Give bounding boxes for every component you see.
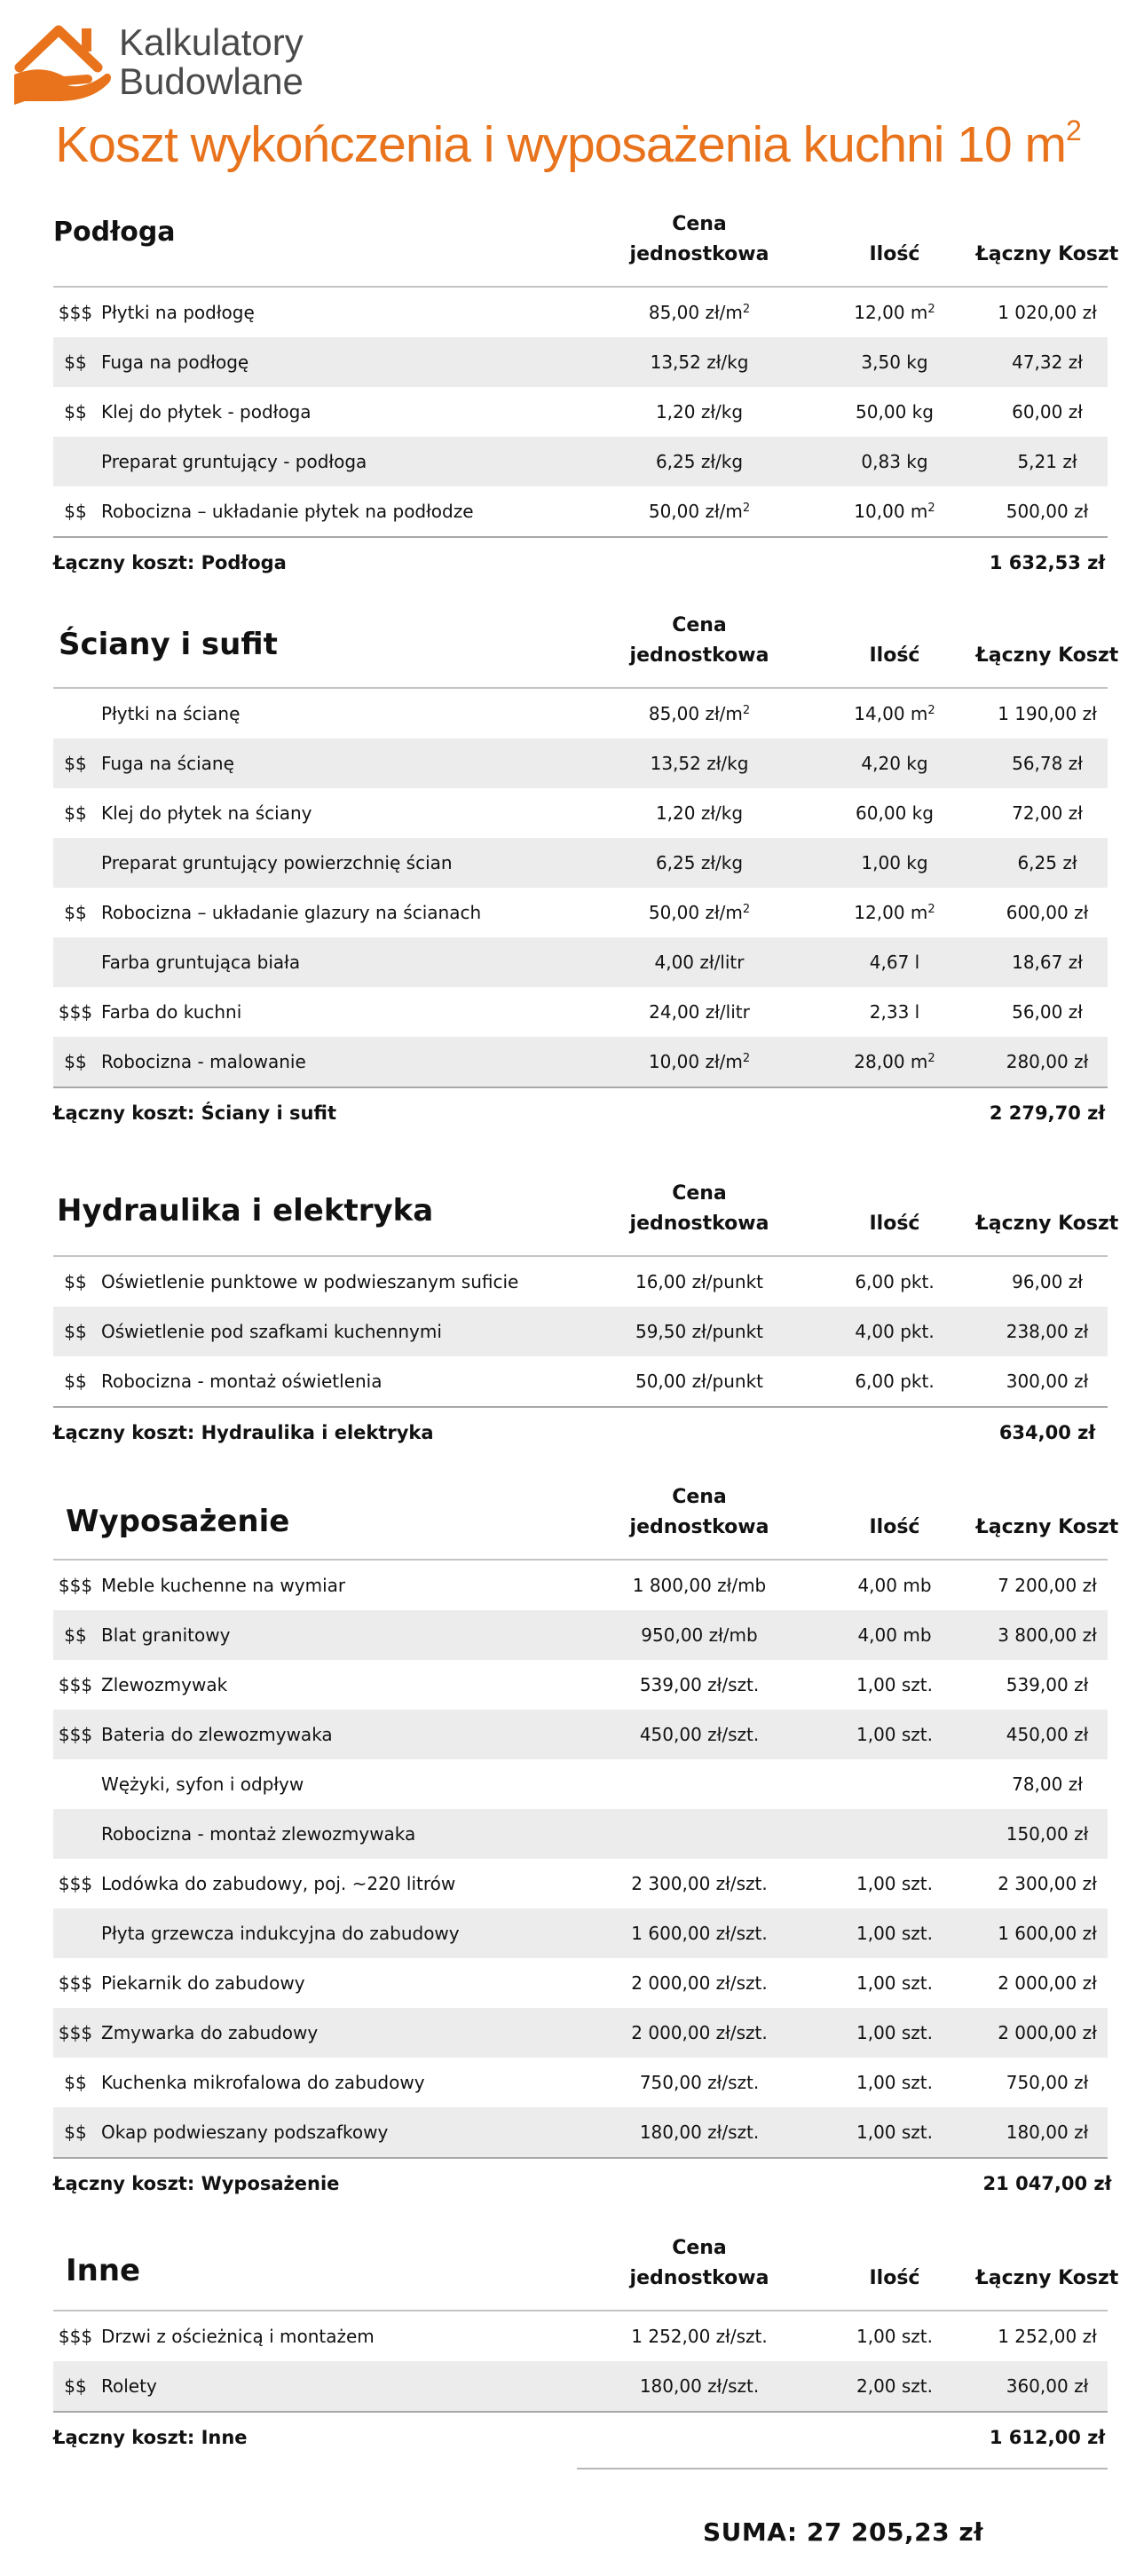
column-header-quantity: Ilość — [869, 1516, 920, 1538]
table-row — [53, 2361, 1108, 2411]
line-total: 72,00 zł — [1012, 802, 1083, 824]
section-summary-total: 21 047,00 zł — [982, 2173, 1112, 2194]
quantity-value: 12,00 m — [854, 902, 928, 923]
item-name: Okap podwieszany podszafkowy — [101, 2122, 389, 2143]
column-header-unit-price-line2: jednostkowa — [629, 1516, 769, 1538]
page-title-superscript: 2 — [1065, 115, 1081, 146]
unit-price-superscript: 2 — [742, 903, 751, 916]
section-header — [53, 604, 1119, 689]
price-tier-badge: $$$ — [58, 1724, 93, 1745]
quantity-value: 4,20 kg — [861, 753, 928, 774]
column-header-unit-price-line2: jednostkowa — [629, 243, 769, 265]
quantity-superscript: 2 — [927, 903, 935, 916]
table-row — [53, 337, 1108, 387]
line-total: 96,00 zł — [1012, 1271, 1083, 1292]
table-row — [53, 1356, 1108, 1406]
quantity-value: 1,00 szt. — [856, 1972, 933, 1994]
price-tier-badge: $$ — [64, 401, 87, 423]
unit-price — [584, 1051, 815, 1072]
unit-price-value: 2 000,00 zł/szt. — [631, 2022, 768, 2043]
table-row — [53, 437, 1108, 486]
unit-price-value: 539,00 zł/szt. — [639, 1674, 760, 1695]
price-tier-badge: $$ — [64, 1051, 87, 1072]
item-name: Meble kuchenne na wymiar — [101, 1575, 346, 1596]
column-header-unit-price-line1: Cena — [672, 213, 727, 235]
price-tier-badge: $$ — [64, 1271, 87, 1292]
unit-price-value: 6,25 zł/kg — [655, 451, 744, 472]
price-tier-badge: $$$ — [58, 302, 93, 323]
line-total: 539,00 zł — [1006, 1674, 1089, 1695]
column-header-total-cost: Łączny Koszt — [975, 243, 1119, 265]
quantity-value: 14,00 m — [854, 703, 928, 724]
line-total: 450,00 zł — [1006, 1724, 1089, 1745]
table-row — [53, 1610, 1108, 1660]
line-total: 360,00 zł — [1006, 2375, 1089, 2397]
house-hand-logo-icon — [12, 16, 112, 115]
item-name: Płytki na podłogę — [101, 302, 255, 323]
section-summary — [53, 2157, 1112, 2209]
item-name: Robocizna - montaż oświetlenia — [101, 1371, 383, 1392]
section-summary — [53, 2411, 1108, 2462]
unit-price-value: 16,00 zł/punkt — [635, 1271, 763, 1292]
price-tier-badge: $$ — [64, 352, 87, 373]
table-row — [53, 288, 1108, 337]
unit-price — [584, 2072, 815, 2093]
item-name: Płyta grzewcza indukcyjna do zabudowy — [101, 1923, 460, 1944]
section-title: Podłoga — [53, 217, 176, 248]
price-tier-badge: $$ — [64, 902, 87, 923]
unit-price-value: 1 800,00 zł/mb — [632, 1575, 767, 1596]
line-total: 78,00 zł — [1012, 1774, 1083, 1795]
table-row — [53, 1660, 1108, 1710]
column-header-unit-price-line1: Cena — [672, 614, 727, 636]
unit-price-value: 1 252,00 zł/szt. — [631, 2326, 768, 2347]
table-row — [53, 1908, 1108, 1958]
section-1 — [53, 604, 1119, 1138]
line-total: 2 000,00 zł — [998, 2022, 1097, 2043]
unit-price-value: 1,20 zł/kg — [655, 802, 744, 824]
column-header-quantity: Ilość — [869, 243, 920, 265]
quantity-value: 1,00 szt. — [856, 1873, 933, 1894]
item-name: Fuga na podłogę — [101, 352, 249, 373]
quantity-value: 1,00 szt. — [856, 1923, 933, 1944]
section-3 — [53, 1475, 1119, 2209]
price-tier-badge: $$ — [64, 2375, 87, 2397]
column-header-total-cost: Łączny Koszt — [975, 1516, 1119, 1538]
unit-price — [584, 1575, 815, 1596]
unit-price — [584, 952, 815, 973]
section-summary-label: Łączny koszt: Wyposażenie — [53, 2173, 340, 2194]
line-total: 6,25 zł — [1017, 852, 1077, 873]
item-name: Preparat gruntujący powierzchnię ścian — [101, 852, 453, 873]
unit-price-value: 2 000,00 zł/szt. — [631, 1972, 768, 1994]
quantity-value: 1,00 szt. — [856, 2326, 933, 2347]
quantity-value: 2,33 l — [869, 1001, 920, 1023]
unit-price-value: 180,00 zł/szt. — [639, 2122, 760, 2143]
line-total: 750,00 zł — [1006, 2072, 1089, 2093]
quantity-superscript: 2 — [927, 1052, 935, 1065]
section-summary-label: Łączny koszt: Hydraulika i elektryka — [53, 1422, 434, 1443]
price-tier-badge: $$ — [64, 2072, 87, 2093]
unit-price — [584, 352, 815, 373]
unit-price-value: 2 300,00 zł/szt. — [631, 1873, 768, 1894]
item-name: Fuga na ścianę — [101, 753, 234, 774]
unit-price — [584, 302, 815, 323]
page-header — [0, 0, 1136, 178]
item-name: Zlewozmywak — [101, 1674, 228, 1695]
table-row — [53, 788, 1108, 838]
unit-price — [584, 1724, 815, 1745]
quantity-value: 1,00 szt. — [856, 2072, 933, 2093]
item-name: Robocizna - malowanie — [101, 1051, 306, 1072]
item-name: Farba do kuchni — [101, 1001, 242, 1023]
table-row — [53, 1257, 1108, 1307]
unit-price-value: 85,00 zł/m — [648, 302, 743, 323]
item-name: Drzwi z ościeżnicą i montażem — [101, 2326, 375, 2347]
line-total: 56,78 zł — [1012, 753, 1083, 774]
column-header-unit-price-line1: Cena — [672, 2237, 727, 2259]
price-tier-badge: $$$ — [58, 1674, 93, 1695]
quantity-value: 50,00 kg — [856, 401, 934, 423]
price-tier-badge: $$ — [64, 501, 87, 522]
quantity-value: 4,00 pkt. — [855, 1321, 935, 1342]
line-total: 5,21 zł — [1017, 451, 1077, 472]
line-total: 56,00 zł — [1012, 1001, 1083, 1023]
unit-price-superscript: 2 — [742, 502, 751, 515]
unit-price — [584, 1674, 815, 1695]
item-name: Wężyki, syfon i odpływ — [101, 1774, 304, 1795]
logo-text-line1: Kalkulatory — [119, 21, 304, 63]
line-total: 1 020,00 zł — [998, 302, 1097, 323]
line-total: 47,32 zł — [1012, 352, 1083, 373]
unit-price-superscript: 2 — [742, 1052, 751, 1065]
price-tier-badge: $$$ — [58, 1972, 93, 1994]
unit-price — [584, 1321, 815, 1342]
unit-price — [584, 401, 815, 423]
item-name: Klej do płytek na ściany — [101, 802, 312, 824]
section-2 — [53, 1172, 1119, 1458]
column-header-unit-price — [584, 611, 815, 671]
unit-price — [584, 2326, 815, 2347]
price-tier-badge: $$ — [64, 753, 87, 774]
line-total: 1 600,00 zł — [998, 1923, 1097, 1944]
table-row — [53, 1759, 1108, 1809]
column-header-unit-price-line1: Cena — [672, 1486, 727, 1508]
quantity-value: 4,00 mb — [857, 1624, 932, 1646]
price-tier-badge: $$$ — [58, 1575, 93, 1596]
unit-price — [584, 1371, 815, 1392]
column-header-unit-price-line2: jednostkowa — [629, 644, 769, 667]
column-header-unit-price-line2: jednostkowa — [629, 1213, 769, 1235]
line-total: 1 190,00 zł — [998, 703, 1097, 724]
unit-price — [584, 2122, 815, 2143]
section-title: Inne — [66, 2253, 141, 2288]
column-header-total-cost: Łączny Koszt — [975, 2267, 1119, 2289]
unit-price-value: 950,00 zł/mb — [641, 1624, 758, 1646]
price-tier-badge: $$ — [64, 1371, 87, 1392]
unit-price-value: 50,00 zł/m — [648, 902, 743, 923]
column-header-unit-price-line2: jednostkowa — [629, 2267, 769, 2289]
line-total: 600,00 zł — [1006, 902, 1089, 923]
item-name: Preparat gruntujący - podłoga — [101, 451, 367, 472]
section-header — [53, 202, 1119, 288]
price-tier-badge: $$$ — [58, 1001, 93, 1023]
item-name: Farba gruntująca biała — [101, 952, 301, 973]
unit-price-value: 1 600,00 zł/szt. — [631, 1923, 768, 1944]
unit-price — [584, 451, 815, 472]
table-row — [53, 937, 1108, 987]
unit-price — [584, 703, 815, 724]
line-total: 2 000,00 zł — [998, 1972, 1097, 1994]
column-header-unit-price — [584, 1179, 815, 1239]
item-name: Piekarnik do zabudowy — [101, 1972, 305, 1994]
section-4 — [53, 2226, 1119, 2462]
quantity-value: 2,00 szt. — [856, 2375, 933, 2397]
unit-price — [584, 802, 815, 824]
item-name: Robocizna - montaż zlewozmywaka — [101, 1823, 416, 1845]
table-row — [53, 1809, 1108, 1859]
quantity-superscript: 2 — [927, 303, 935, 316]
line-total: 238,00 zł — [1006, 1321, 1089, 1342]
quantity-value: 3,50 kg — [861, 352, 928, 373]
column-header-unit-price — [584, 209, 815, 270]
quantity-value: 1,00 kg — [861, 852, 928, 873]
item-name: Płytki na ścianę — [101, 703, 241, 724]
quantity-value: 12,00 m — [854, 302, 928, 323]
quantity-value: 4,67 l — [869, 952, 920, 973]
price-tier-badge: $$$ — [58, 1873, 93, 1894]
unit-price — [584, 902, 815, 923]
price-tier-badge: $$ — [64, 1321, 87, 1342]
line-total: 7 200,00 zł — [998, 1575, 1097, 1596]
line-total: 3 800,00 zł — [998, 1624, 1097, 1646]
unit-price — [584, 1923, 815, 1944]
unit-price — [584, 1624, 815, 1646]
section-summary-label: Łączny koszt: Podłoga — [53, 552, 287, 573]
column-header-quantity: Ilość — [869, 1213, 920, 1235]
table-row — [53, 1307, 1108, 1356]
section-summary-total: 634,00 zł — [998, 1422, 1096, 1443]
table-row — [53, 838, 1108, 888]
section-header — [53, 2226, 1119, 2311]
item-name: Rolety — [101, 2375, 157, 2397]
unit-price-superscript: 2 — [742, 704, 751, 717]
section-0 — [53, 202, 1119, 588]
quantity-superscript: 2 — [927, 704, 935, 717]
quantity-value: 1,00 szt. — [856, 2022, 933, 2043]
table-row — [53, 2008, 1108, 2058]
table-row — [53, 1037, 1108, 1087]
section-summary — [53, 1406, 1108, 1458]
unit-price — [584, 1271, 815, 1292]
item-name: Zmywarka do zabudowy — [101, 2022, 319, 2043]
unit-price — [584, 1001, 815, 1023]
unit-price-value: 6,25 zł/kg — [655, 852, 744, 873]
table-row — [53, 387, 1108, 437]
quantity-value: 0,83 kg — [861, 451, 928, 472]
unit-price — [584, 501, 815, 522]
quantity-superscript: 2 — [927, 502, 935, 515]
quantity-value: 6,00 pkt. — [855, 1271, 935, 1292]
unit-price-value: 59,50 zł/punkt — [635, 1321, 763, 1342]
column-header-total-cost: Łączny Koszt — [975, 644, 1119, 667]
section-header — [53, 1172, 1119, 1257]
column-header-quantity: Ilość — [869, 644, 920, 667]
unit-price-value: 750,00 zł/szt. — [639, 2072, 760, 2093]
page-title-text: Koszt wykończenia i wyposażenia kuchni 10 m — [55, 116, 1066, 173]
section-summary-label: Łączny koszt: Inne — [53, 2427, 248, 2448]
item-name: Klej do płytek - podłoga — [101, 401, 312, 423]
unit-price-value: 50,00 zł/punkt — [635, 1371, 763, 1392]
line-total: 150,00 zł — [1006, 1823, 1089, 1845]
quantity-value: 1,00 szt. — [856, 1674, 933, 1695]
quantity-value: 1,00 szt. — [856, 2122, 933, 2143]
item-name: Bateria do zlewozmywaka — [101, 1724, 333, 1745]
price-tier-badge: $$ — [64, 802, 87, 824]
logo[interactable] — [12, 12, 350, 110]
item-name: Kuchenka mikrofalowa do zabudowy — [101, 2072, 425, 2093]
unit-price — [584, 753, 815, 774]
price-tier-badge: $$ — [64, 1624, 87, 1646]
item-name: Robocizna – układanie płytek na podłodze — [101, 501, 474, 522]
section-summary — [53, 536, 1108, 588]
quantity-value: 28,00 m — [854, 1051, 928, 1072]
unit-price — [584, 2022, 815, 2043]
line-total: 18,67 zł — [1012, 952, 1083, 973]
table-row — [53, 987, 1108, 1037]
logo-text-line2: Budowlane — [119, 60, 304, 102]
quantity-value: 1,00 szt. — [856, 1724, 933, 1745]
line-total: 300,00 zł — [1006, 1371, 1089, 1392]
section-summary-total: 1 612,00 zł — [989, 2427, 1106, 2448]
table-row — [53, 689, 1108, 739]
unit-price-value: 13,52 zł/kg — [650, 753, 749, 774]
table-row — [53, 1561, 1108, 1610]
line-total: 280,00 zł — [1006, 1051, 1089, 1072]
line-total: 180,00 zł — [1006, 2122, 1089, 2143]
unit-price-value: 180,00 zł/szt. — [639, 2375, 760, 2397]
item-name: Robocizna – układanie glazury na ścianach — [101, 902, 482, 923]
line-total: 1 252,00 zł — [998, 2326, 1097, 2347]
price-tier-badge: $$$ — [58, 2022, 93, 2043]
line-total: 2 300,00 zł — [998, 1873, 1097, 1894]
quantity-value: 6,00 pkt. — [855, 1371, 935, 1392]
unit-price-value: 4,00 zł/litr — [654, 952, 745, 973]
unit-price-value: 1,20 zł/kg — [655, 401, 744, 423]
table-row — [53, 888, 1108, 937]
section-title: Hydraulika i elektryka — [57, 1193, 434, 1229]
unit-price — [584, 2375, 815, 2397]
table-row — [53, 2058, 1108, 2107]
item-name: Lodówka do zabudowy, poj. ~220 litrów — [101, 1873, 456, 1894]
page-title — [0, 114, 1136, 176]
section-title: Wyposażenie — [66, 1504, 290, 1539]
unit-price-superscript: 2 — [742, 303, 751, 316]
table-row — [53, 2107, 1108, 2157]
column-header-unit-price — [584, 1482, 815, 1543]
section-summary-total: 1 632,53 zł — [989, 552, 1106, 573]
table-row — [53, 2311, 1108, 2361]
item-name: Oświetlenie pod szafkami kuchennymi — [101, 1321, 442, 1342]
table-row — [53, 1710, 1108, 1759]
section-header — [53, 1475, 1119, 1561]
price-tier-badge: $$ — [64, 2122, 87, 2143]
line-total: 500,00 zł — [1006, 501, 1089, 522]
grand-total: SUMA: 27 205,23 zł — [702, 2517, 984, 2547]
unit-price — [584, 852, 815, 873]
price-tier-badge: $$$ — [58, 2326, 93, 2347]
item-name: Oświetlenie punktowe w podwieszanym suficie — [101, 1271, 519, 1292]
summary-divider — [577, 2468, 1108, 2469]
column-header-total-cost: Łączny Koszt — [975, 1213, 1119, 1235]
column-header-unit-price — [584, 2233, 815, 2294]
section-summary-total: 2 279,70 zł — [989, 1102, 1106, 1124]
section-summary-label: Łączny koszt: Ściany i sufit — [53, 1102, 337, 1124]
unit-price-value: 24,00 zł/litr — [649, 1001, 750, 1023]
column-header-unit-price-line1: Cena — [672, 1182, 727, 1205]
table-row — [53, 1859, 1108, 1908]
unit-price — [584, 1873, 815, 1894]
item-name: Blat granitowy — [101, 1624, 231, 1646]
table-row — [53, 739, 1108, 788]
table-row — [53, 1958, 1108, 2008]
unit-price — [584, 1972, 815, 1994]
unit-price-value: 450,00 zł/szt. — [639, 1724, 760, 1745]
quantity-value: 10,00 m — [854, 501, 928, 522]
quantity-value: 60,00 kg — [856, 802, 934, 824]
column-header-quantity: Ilość — [869, 2267, 920, 2289]
section-summary — [53, 1087, 1108, 1138]
quantity-value: 4,00 mb — [857, 1575, 932, 1596]
unit-price-value: 85,00 zł/m — [648, 703, 743, 724]
section-title: Ściany i sufit — [59, 627, 278, 662]
unit-price-value: 13,52 zł/kg — [650, 352, 749, 373]
table-row — [53, 486, 1108, 536]
unit-price-value: 50,00 zł/m — [648, 501, 743, 522]
unit-price-value: 10,00 zł/m — [648, 1051, 743, 1072]
line-total: 60,00 zł — [1012, 401, 1083, 423]
